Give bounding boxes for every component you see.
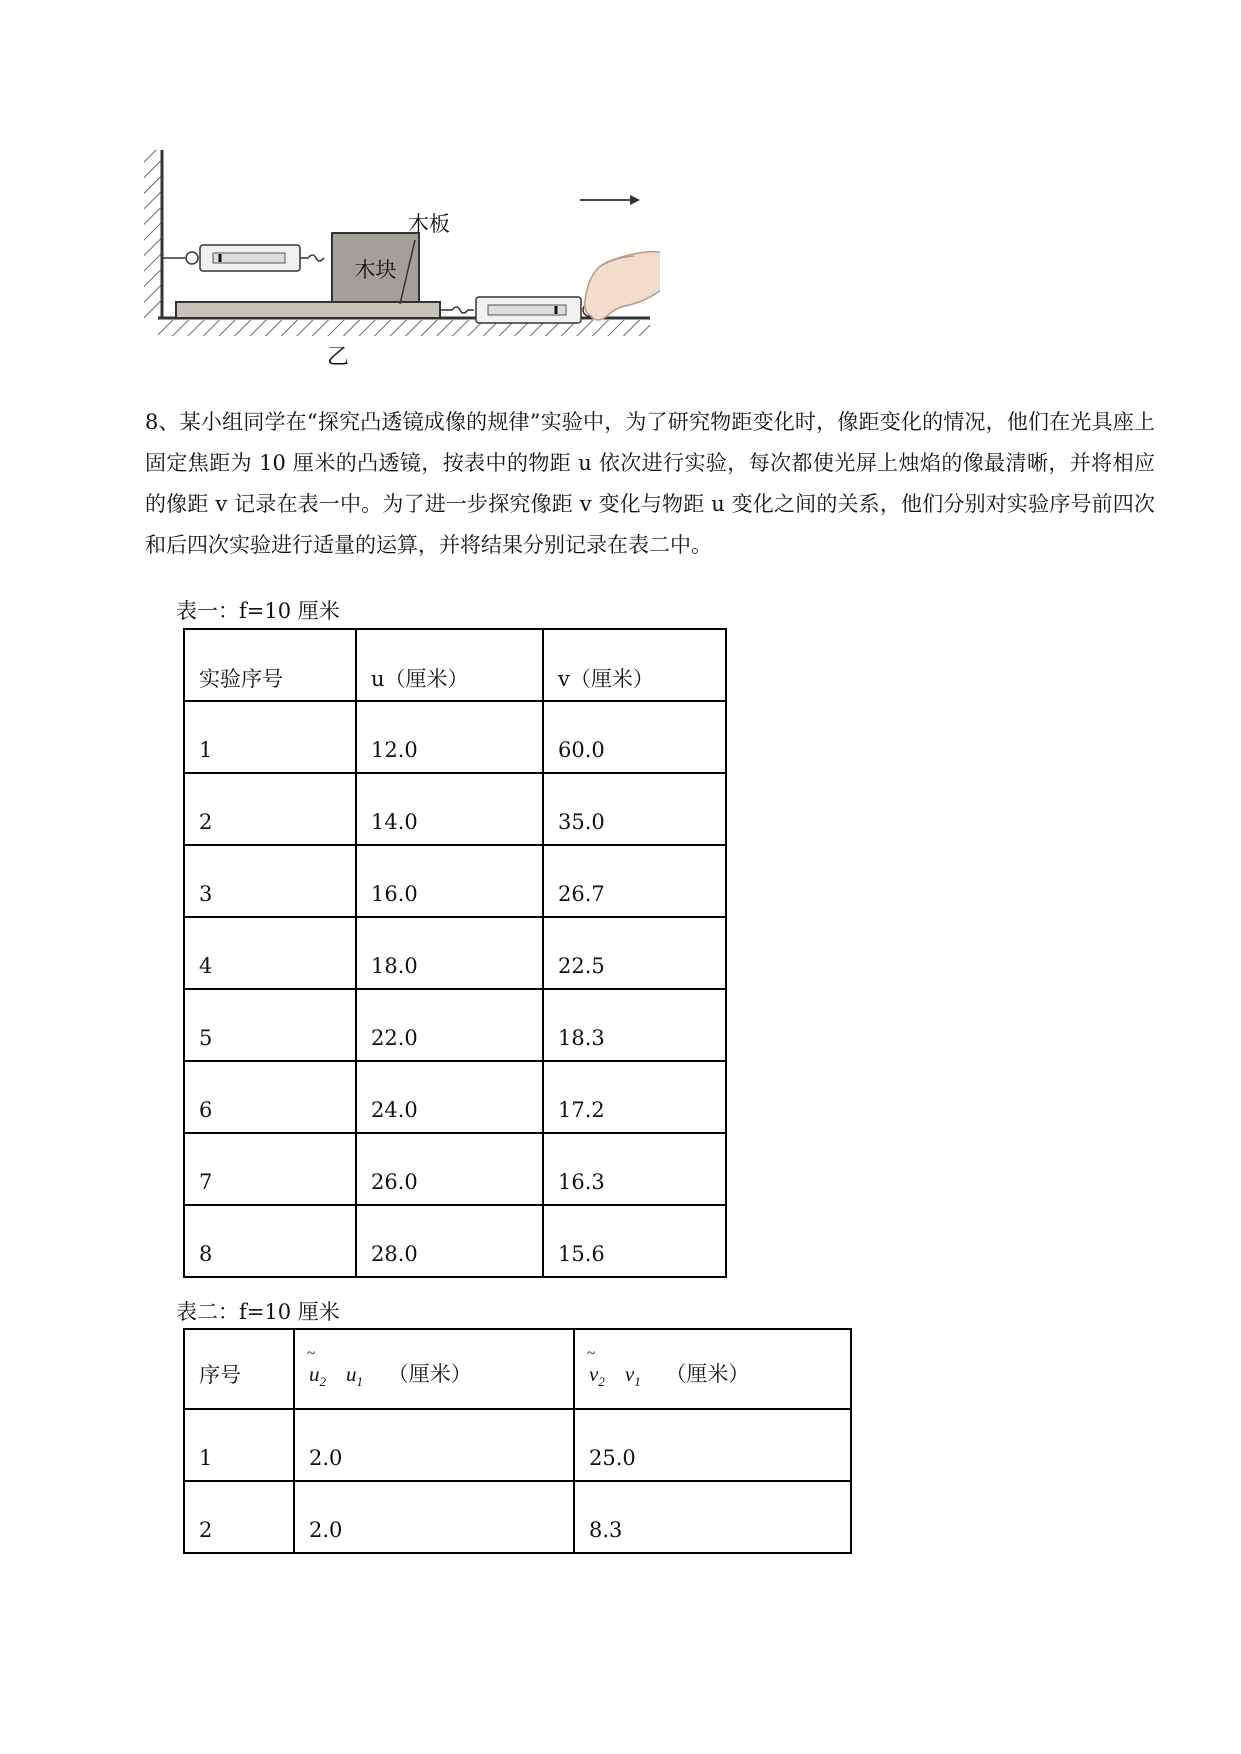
table-cell: 60.0 — [543, 701, 726, 773]
table-cell: 8 — [184, 1205, 356, 1277]
header-cell: v（厘米） — [543, 629, 726, 701]
table-cell: 5 — [184, 989, 356, 1061]
wooden-block — [332, 233, 419, 302]
table-cell: 18.0 — [356, 917, 543, 989]
table-cell: 18.3 — [543, 989, 726, 1061]
table2 — [183, 1328, 852, 1554]
table-cell: 35.0 — [543, 773, 726, 845]
table-cell: 7 — [184, 1133, 356, 1205]
block-label: 木块 — [354, 258, 397, 282]
table-cell: 15.6 — [543, 1205, 726, 1277]
arrow-right-icon — [580, 195, 640, 205]
table-row — [184, 1409, 851, 1481]
hand-icon — [585, 252, 660, 320]
wall — [144, 150, 162, 318]
table-cell: 25.0 — [574, 1409, 851, 1481]
table-row — [184, 917, 726, 989]
unit-label: （厘米） — [387, 1362, 472, 1386]
table-cell: 28.0 — [356, 1205, 543, 1277]
table-cell: 4 — [184, 917, 356, 989]
table-row — [184, 773, 726, 845]
table-cell: 12.0 — [356, 701, 543, 773]
table-cell: 2.0 — [294, 1481, 574, 1553]
table-cell: 3 — [184, 845, 356, 917]
table-row — [184, 989, 726, 1061]
header-cell: u（厘米） — [356, 629, 543, 701]
table-cell: 1 — [184, 701, 356, 773]
table-cell: 17.2 — [543, 1061, 726, 1133]
table1 — [183, 628, 727, 1278]
table-row — [184, 1061, 726, 1133]
table-row — [184, 1481, 851, 1553]
table-cell: 26.0 — [356, 1133, 543, 1205]
table-cell: 2 — [184, 1481, 294, 1553]
var-u1: $u_1$ — [346, 1362, 364, 1389]
friction-experiment-figure — [140, 150, 660, 375]
question-text: 8、某小组同学在“探究凸透镜成像的规律”实验中，为了研究物距变化时，像距变化的情况，他们在光具座上固定焦距为 10 厘米的凸透镜，按表中的物距 u 依次进行实验，每次都使光屏上烛焰的像最清晰，并将相应的像距 v 记录在表一中。为了进一步探究像距 v 变化与物距 u 变化之间的关系，他们分别对实验序号前四次和后四次实验进行适量的运算，并将结果分别记录在表二中。 — [145, 410, 1155, 557]
figure-caption: 乙 — [326, 345, 350, 370]
table-row — [184, 701, 726, 773]
table-cell: 22.0 — [356, 989, 543, 1061]
var-v2: ~ $v_2$ — [589, 1362, 605, 1386]
header-cell-v-difference — [574, 1329, 851, 1409]
table1-caption: 表一：f=10 厘米 — [176, 599, 340, 623]
table2-caption: 表二：f=10 厘米 — [176, 1300, 340, 1324]
board-label: 木板 — [408, 212, 450, 236]
table-cell: 16.0 — [356, 845, 543, 917]
table2-header-row — [184, 1329, 851, 1409]
table-cell: 16.3 — [543, 1133, 726, 1205]
table-cell: 2.0 — [294, 1409, 574, 1481]
table-cell: 22.5 — [543, 917, 726, 989]
header-cell: 序号 — [184, 1329, 294, 1409]
spring-balance-left — [162, 245, 324, 271]
header-cell-u-difference — [294, 1329, 574, 1409]
table-row — [184, 1133, 726, 1205]
table-cell: 6 — [184, 1061, 356, 1133]
table-cell: 24.0 — [356, 1061, 543, 1133]
var-u2: ~ $u_2$ — [309, 1362, 326, 1386]
table-cell: 1 — [184, 1409, 294, 1481]
table-row — [184, 845, 726, 917]
table-cell: 8.3 — [574, 1481, 851, 1553]
var-v1: $v_1$ — [624, 1362, 641, 1389]
table1-header-row — [184, 629, 726, 701]
table-cell: 26.7 — [543, 845, 726, 917]
header-cell: 实验序号 — [184, 629, 356, 701]
table-cell: 2 — [184, 773, 356, 845]
table-row — [184, 1205, 726, 1277]
unit-label: （厘米） — [665, 1362, 750, 1386]
table-cell: 14.0 — [356, 773, 543, 845]
